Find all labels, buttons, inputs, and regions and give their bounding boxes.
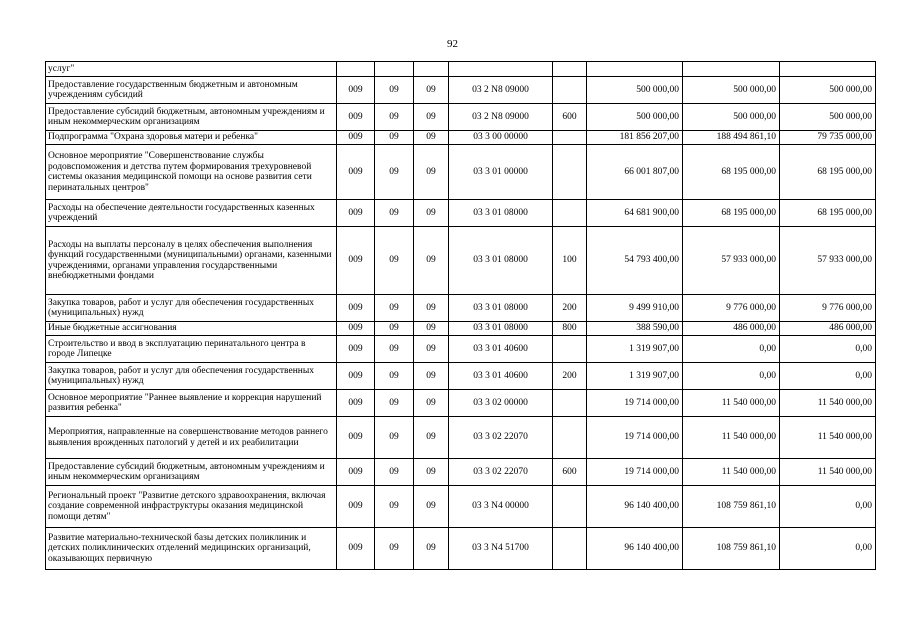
amount-year-2: 68 195 000,00 <box>683 145 780 200</box>
amount-year-2: 188 494 861,10 <box>683 131 780 145</box>
amount-year-3: 11 540 000,00 <box>780 459 876 486</box>
section-code: 09 <box>375 104 414 131</box>
amount-year-2: 486 000,00 <box>683 322 780 336</box>
amount-year-1: 96 140 400,00 <box>587 486 683 528</box>
table-row <box>46 390 876 417</box>
amount-year-1: 19 714 000,00 <box>587 417 683 459</box>
section-code: 09 <box>375 227 414 295</box>
amount-year-3: 486 000,00 <box>780 322 876 336</box>
amount-year-3: 0,00 <box>780 363 876 390</box>
target-article-code: 03 3 02 00000 <box>449 390 553 417</box>
expense-type-code <box>553 131 587 145</box>
section-code <box>375 62 414 77</box>
ministry-code: 009 <box>337 77 375 104</box>
ministry-code: 009 <box>337 104 375 131</box>
target-article-code: 03 3 01 08000 <box>449 322 553 336</box>
target-article-code: 03 3 02 22070 <box>449 459 553 486</box>
table-row <box>46 145 876 200</box>
amount-year-3: 500 000,00 <box>780 104 876 131</box>
amount-year-3: 0,00 <box>780 528 876 570</box>
ministry-code: 009 <box>337 322 375 336</box>
subsection-code: 09 <box>414 322 449 336</box>
target-article-code <box>449 62 553 77</box>
target-article-code: 03 3 02 22070 <box>449 417 553 459</box>
amount-year-1: 96 140 400,00 <box>587 528 683 570</box>
subsection-code: 09 <box>414 459 449 486</box>
expense-type-code: 800 <box>553 322 587 336</box>
page-number: 92 <box>447 38 458 50</box>
section-code: 09 <box>375 459 414 486</box>
target-article-code: 03 2 N8 09000 <box>449 77 553 104</box>
amount-year-3: 0,00 <box>780 486 876 528</box>
table-row <box>46 417 876 459</box>
amount-year-3: 11 540 000,00 <box>780 390 876 417</box>
ministry-code: 009 <box>337 227 375 295</box>
table-row <box>46 459 876 486</box>
amount-year-2: 11 540 000,00 <box>683 390 780 417</box>
expense-type-code: 600 <box>553 459 587 486</box>
section-code: 09 <box>375 77 414 104</box>
row-description: Расходы на обеспечение деятельности государственных казенных учреждений <box>46 200 337 227</box>
ministry-code: 009 <box>337 295 375 322</box>
amount-year-2: 108 759 861,10 <box>683 486 780 528</box>
ministry-code: 009 <box>337 145 375 200</box>
amount-year-1: 9 499 910,00 <box>587 295 683 322</box>
table-row <box>46 486 876 528</box>
row-description: Закупка товаров, работ и услуг для обеспечения государственных (муниципальных) нужд <box>46 295 337 322</box>
amount-year-3: 9 776 000,00 <box>780 295 876 322</box>
subsection-code: 09 <box>414 200 449 227</box>
section-code: 09 <box>375 131 414 145</box>
row-description: Расходы на выплаты персоналу в целях обеспечения выполнения функций государственными (муниципальными) органами, казенными учреждениями, органами управления государственными внебюджетными фондами <box>46 227 337 295</box>
table-body <box>46 62 876 570</box>
subsection-code: 09 <box>414 417 449 459</box>
subsection-code: 09 <box>414 363 449 390</box>
table-row <box>46 295 876 322</box>
amount-year-2: 500 000,00 <box>683 104 780 131</box>
amount-year-2: 57 933 000,00 <box>683 227 780 295</box>
subsection-code: 09 <box>414 104 449 131</box>
row-description: Мероприятия, направленные на совершенствование методов раннего выявления врожденных патологий у детей и их реабилитации <box>46 417 337 459</box>
target-article-code: 03 2 N8 09000 <box>449 104 553 131</box>
expense-type-code <box>553 77 587 104</box>
target-article-code: 03 3 01 08000 <box>449 295 553 322</box>
expense-type-code: 200 <box>553 295 587 322</box>
amount-year-2 <box>683 62 780 77</box>
section-code: 09 <box>375 336 414 363</box>
expense-type-code <box>553 62 587 77</box>
amount-year-1: 1 319 907,00 <box>587 363 683 390</box>
ministry-code: 009 <box>337 528 375 570</box>
amount-year-1: 66 001 807,00 <box>587 145 683 200</box>
amount-year-3: 68 195 000,00 <box>780 200 876 227</box>
subsection-code: 09 <box>414 390 449 417</box>
table-row <box>46 363 876 390</box>
amount-year-2: 9 776 000,00 <box>683 295 780 322</box>
budget-table <box>45 61 876 570</box>
section-code: 09 <box>375 145 414 200</box>
subsection-code: 09 <box>414 131 449 145</box>
ministry-code: 009 <box>337 200 375 227</box>
target-article-code: 03 3 01 00000 <box>449 145 553 200</box>
subsection-code <box>414 62 449 77</box>
amount-year-3: 57 933 000,00 <box>780 227 876 295</box>
subsection-code: 09 <box>414 227 449 295</box>
amount-year-1: 500 000,00 <box>587 104 683 131</box>
target-article-code: 03 3 N4 00000 <box>449 486 553 528</box>
amount-year-1: 1 319 907,00 <box>587 336 683 363</box>
row-description: Развитие материально-технической базы детских поликлиник и детских поликлинических отделений медицинских организаций, оказывающих первичную <box>46 528 337 570</box>
amount-year-2: 0,00 <box>683 336 780 363</box>
table-row <box>46 322 876 336</box>
row-description: Основное мероприятие "Совершенствование службы родовспоможения и детства путем формирования трехуровневой системы оказания медицинской помощи на основе развития сети перинатальных центров" <box>46 145 337 200</box>
target-article-code: 03 3 N4 51700 <box>449 528 553 570</box>
row-description: Региональный проект "Развитие детского здравоохранения, включая создание современной инфраструктуры оказания медицинской помощи детям" <box>46 486 337 528</box>
row-description: Подпрограмма "Охрана здоровья матери и ребенка" <box>46 131 337 145</box>
row-description: Предоставление субсидий бюджетным, автономным учреждениям и иным некоммерческим организациям <box>46 459 337 486</box>
subsection-code: 09 <box>414 145 449 200</box>
expense-type-code: 200 <box>553 363 587 390</box>
section-code: 09 <box>375 486 414 528</box>
row-description: Строительство и ввод в эксплуатацию перинатального центра в городе Липецке <box>46 336 337 363</box>
target-article-code: 03 3 01 40600 <box>449 336 553 363</box>
subsection-code: 09 <box>414 295 449 322</box>
section-code: 09 <box>375 390 414 417</box>
amount-year-1: 19 714 000,00 <box>587 459 683 486</box>
expense-type-code <box>553 528 587 570</box>
amount-year-3: 11 540 000,00 <box>780 417 876 459</box>
row-description: Основное мероприятие "Раннее выявление и коррекция нарушений развития ребенка" <box>46 390 337 417</box>
table-row <box>46 131 876 145</box>
table-row <box>46 104 876 131</box>
expense-type-code: 100 <box>553 227 587 295</box>
expense-type-code <box>553 336 587 363</box>
expense-type-code <box>553 200 587 227</box>
row-description: Предоставление государственным бюджетным и автономным учреждениям субсидий <box>46 77 337 104</box>
amount-year-1: 388 590,00 <box>587 322 683 336</box>
amount-year-1: 500 000,00 <box>587 77 683 104</box>
table-row <box>46 227 876 295</box>
row-description: Предоставление субсидий бюджетным, автономным учреждениям и иным некоммерческим организациям <box>46 104 337 131</box>
section-code: 09 <box>375 200 414 227</box>
row-description: Закупка товаров, работ и услуг для обеспечения государственных (муниципальных) нужд <box>46 363 337 390</box>
amount-year-2: 108 759 861,10 <box>683 528 780 570</box>
row-description: услуг" <box>46 62 337 77</box>
amount-year-1: 181 856 207,00 <box>587 131 683 145</box>
ministry-code: 009 <box>337 363 375 390</box>
table-row <box>46 77 876 104</box>
table-row <box>46 528 876 570</box>
ministry-code: 009 <box>337 131 375 145</box>
amount-year-3: 500 000,00 <box>780 77 876 104</box>
amount-year-3: 68 195 000,00 <box>780 145 876 200</box>
amount-year-2: 0,00 <box>683 363 780 390</box>
ministry-code: 009 <box>337 486 375 528</box>
subsection-code: 09 <box>414 486 449 528</box>
expense-type-code <box>553 417 587 459</box>
section-code: 09 <box>375 417 414 459</box>
amount-year-2: 11 540 000,00 <box>683 417 780 459</box>
expense-type-code: 600 <box>553 104 587 131</box>
section-code: 09 <box>375 528 414 570</box>
amount-year-2: 500 000,00 <box>683 77 780 104</box>
ministry-code: 009 <box>337 417 375 459</box>
target-article-code: 03 3 01 40600 <box>449 363 553 390</box>
amount-year-1: 64 681 900,00 <box>587 200 683 227</box>
amount-year-2: 11 540 000,00 <box>683 459 780 486</box>
amount-year-1: 54 793 400,00 <box>587 227 683 295</box>
target-article-code: 03 3 00 00000 <box>449 131 553 145</box>
row-description: Иные бюджетные ассигнования <box>46 322 337 336</box>
amount-year-3: 0,00 <box>780 336 876 363</box>
expense-type-code <box>553 145 587 200</box>
section-code: 09 <box>375 295 414 322</box>
target-article-code: 03 3 01 08000 <box>449 200 553 227</box>
table-row <box>46 62 876 77</box>
amount-year-3 <box>780 62 876 77</box>
expense-type-code <box>553 486 587 528</box>
subsection-code: 09 <box>414 528 449 570</box>
table-row <box>46 336 876 363</box>
table-row <box>46 200 876 227</box>
ministry-code: 009 <box>337 336 375 363</box>
subsection-code: 09 <box>414 336 449 363</box>
subsection-code: 09 <box>414 77 449 104</box>
amount-year-2: 68 195 000,00 <box>683 200 780 227</box>
section-code: 09 <box>375 322 414 336</box>
ministry-code: 009 <box>337 459 375 486</box>
expense-type-code <box>553 390 587 417</box>
ministry-code <box>337 62 375 77</box>
amount-year-1: 19 714 000,00 <box>587 390 683 417</box>
amount-year-1 <box>587 62 683 77</box>
target-article-code: 03 3 01 08000 <box>449 227 553 295</box>
ministry-code: 009 <box>337 390 375 417</box>
amount-year-3: 79 735 000,00 <box>780 131 876 145</box>
section-code: 09 <box>375 363 414 390</box>
